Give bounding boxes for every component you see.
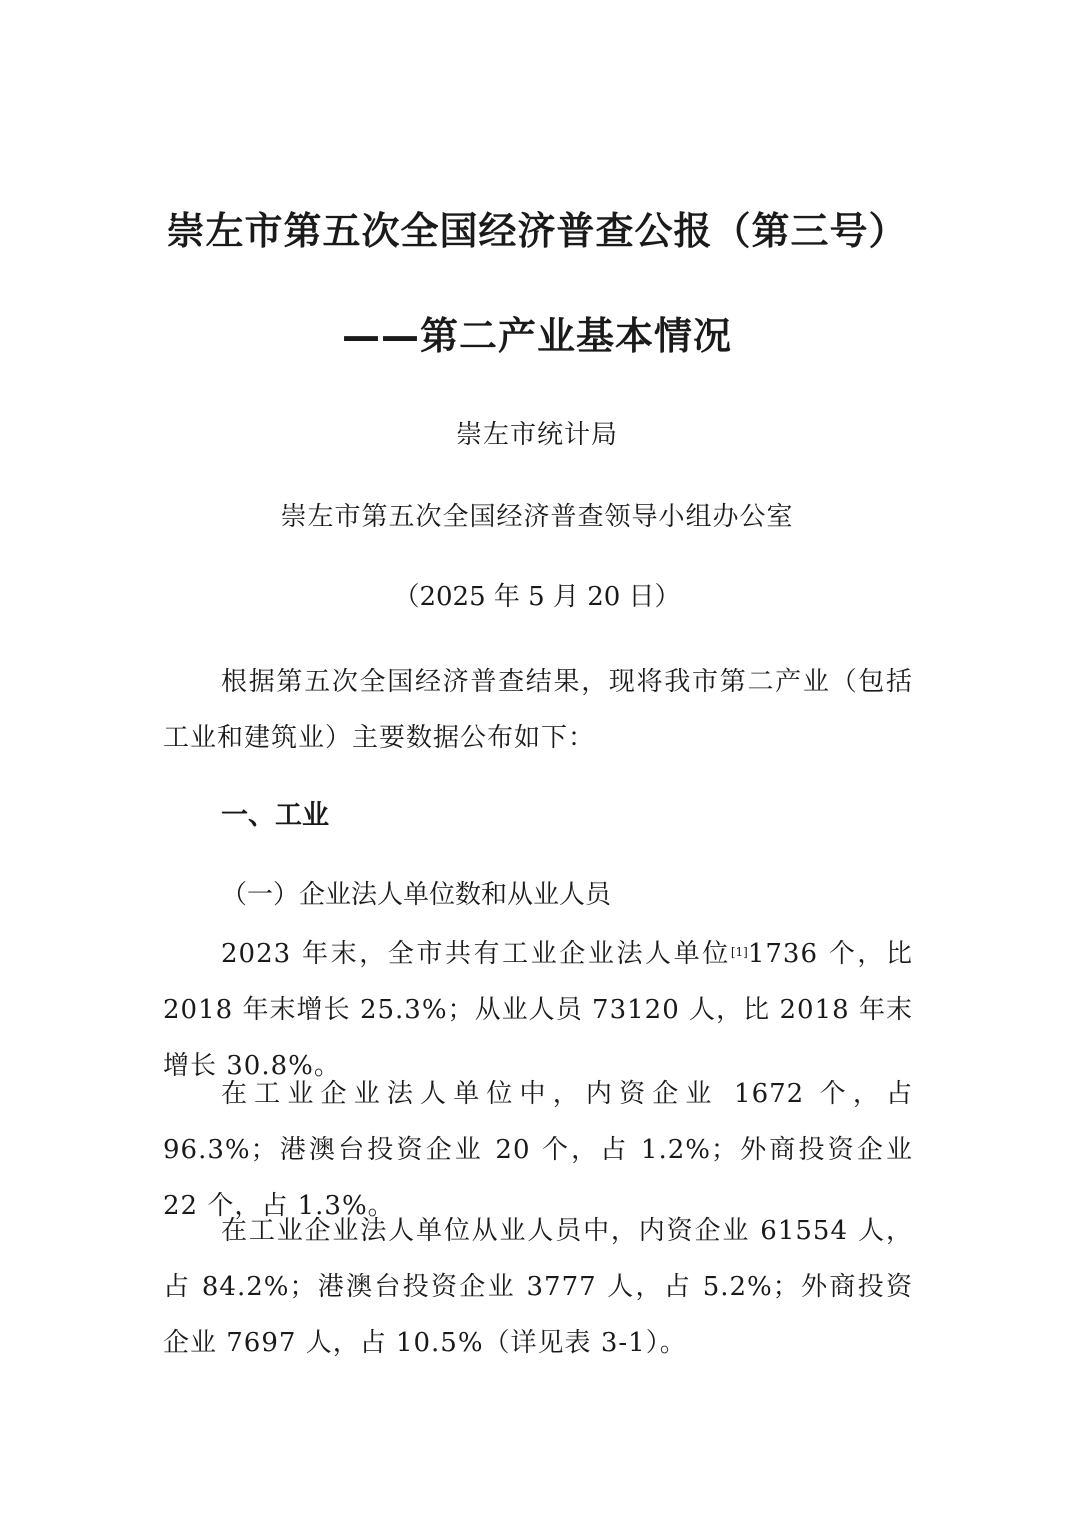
publish-date: （2025 年 5 月 20 日） [393,582,681,612]
issuer-statistics-bureau: 崇左市统计局 [455,420,618,450]
paragraph-enterprise-ownership: 在工业企业法人单位中，内资企业 1672 个，占 96.3%；港澳台投资企业 20 个，占 1.2%；外商投资企业 22 个，占 1.3%。 [163,1079,913,1221]
paragraph-employee-ownership: 在工业企业法人单位从业人员中，内资企业 61554 人，占 84.2%；港澳台投资企业 3777 人，占 5.2%；外商投资企业 7697 人，占 10.5%（详见表 3-1）。 [163,1216,913,1358]
section-heading-industry: 一、工业 [221,800,329,831]
page-subtitle: ——第二产业基本情况 [341,314,732,358]
paragraph-text: 1736 个，比 2018 年末增长 25.3%；从业人员 73120 人，比 2018 年末增长 30.8%。 [163,939,914,1081]
footnote-marker[interactable]: [1] [730,945,748,959]
subsection-heading-enterprises: （一）企业法人单位数和从业人员 [221,880,612,910]
intro-paragraph: 根据第五次全国经济普查结果，现将我市第二产业（包括工业和建筑业）主要数据公布如下： [163,667,913,753]
issuer-census-office: 崇左市第五次全国经济普查领导小组办公室 [280,502,794,532]
paragraph-text: 2023 年末，全市共有工业企业法人单位 [221,939,731,969]
page-title: 崇左市第五次全国经济普查公报（第三号） [166,209,908,253]
